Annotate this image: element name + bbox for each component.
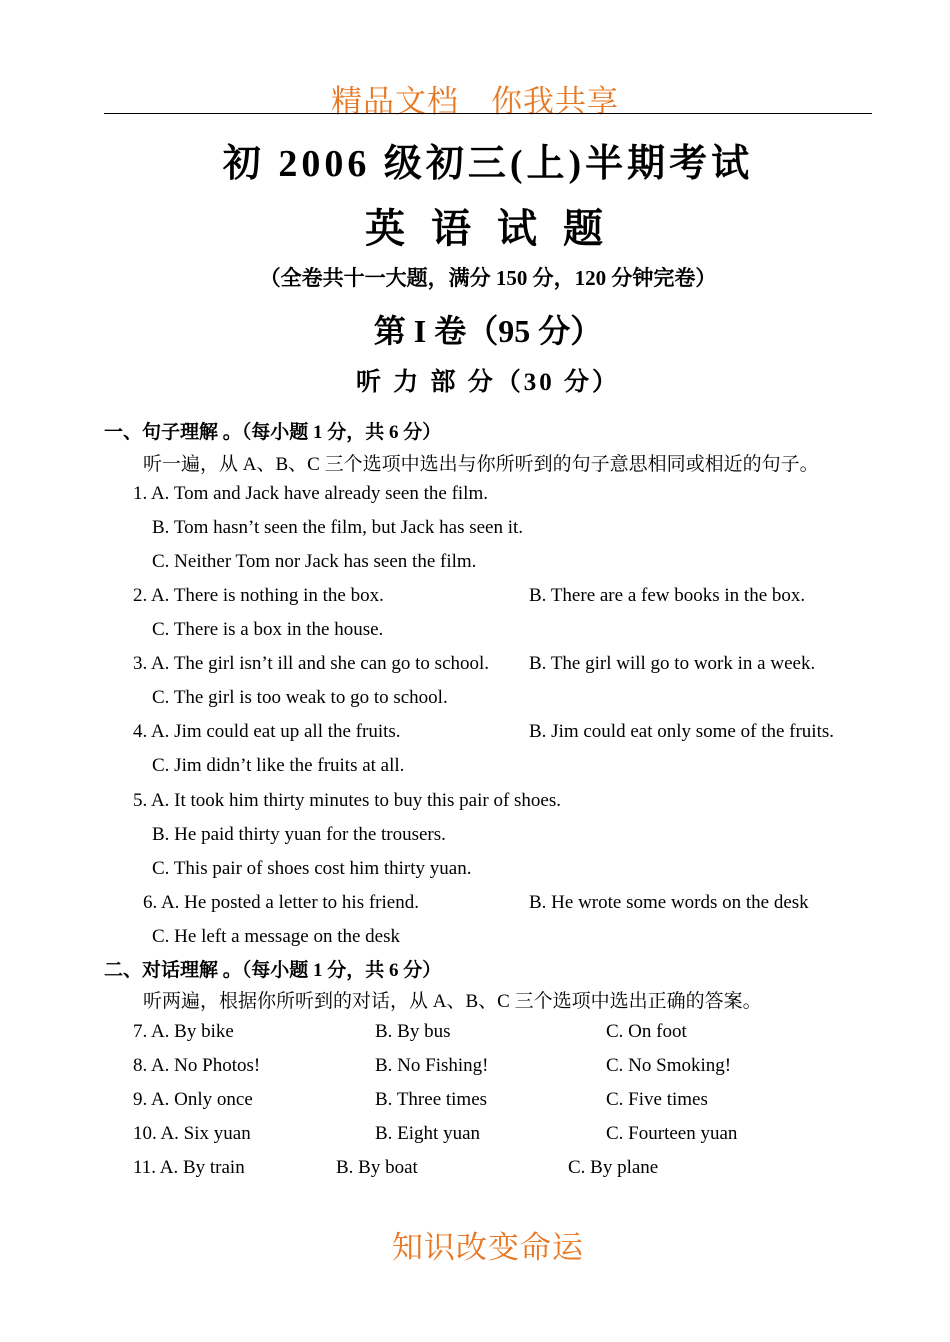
- question-option: 4. A. Jim could eat up all the fruits.: [133, 721, 401, 742]
- question-option: 2. A. There is nothing in the box.: [133, 585, 384, 606]
- question-option: B. Three times: [375, 1089, 488, 1110]
- question-option: 5. A. It took him thirty minutes to buy this pair of shoes.: [133, 790, 562, 811]
- question-option: C. This pair of shoes cost him thirty yuan.: [152, 858, 472, 879]
- question-option: B. Jim could eat only some of the fruits.: [529, 721, 835, 742]
- question-option: C. By plane: [568, 1157, 659, 1178]
- section2-instruction: 听两遍，根据你所听到的对话，从 A、B、C 三个选项中选出正确的答案。: [143, 991, 762, 1012]
- question-option: 8. A. No Photos!: [133, 1055, 261, 1076]
- section1-instruction: 听一遍，从 A、B、C 三个选项中选出与你所听到的句子意思相同或相近的句子。: [143, 454, 819, 475]
- footer-motto: 知识改变命运: [392, 1230, 584, 1266]
- question-option: 9. A. Only once: [133, 1089, 253, 1110]
- question-option: B. He paid thirty yuan for the trousers.: [152, 824, 446, 845]
- section1-heading: 一、句子理解 。（每小题 1 分，共 6 分）: [104, 422, 442, 443]
- exam-note: （全卷共十一大题，满分 150 分，120 分钟完卷）: [259, 266, 717, 290]
- section2-heading: 二、对话理解 。（每小题 1 分，共 6 分）: [104, 960, 442, 981]
- question-option: B. Tom hasn’t seen the film, but Jack has seen it.: [152, 517, 524, 538]
- question-option: B. Eight yuan: [375, 1123, 481, 1144]
- question-option: C. No Smoking!: [606, 1055, 732, 1076]
- question-option: B. By boat: [336, 1157, 418, 1178]
- question-option: 11. A. By train: [133, 1157, 245, 1178]
- question-option: B. By bus: [375, 1021, 451, 1042]
- question-option: 1. A. Tom and Jack have already seen the film.: [133, 483, 488, 504]
- question-option: 6. A. He posted a letter to his friend.: [143, 892, 419, 913]
- question-option: B. No Fishing!: [375, 1055, 489, 1076]
- question-option: C. Fourteen yuan: [606, 1123, 738, 1144]
- exam-title: 初 2006 级初三(上)半期考试: [222, 143, 754, 185]
- header-divider: [104, 113, 872, 114]
- header-banner: 精品文档 你我共享: [331, 84, 619, 120]
- question-option: C. Jim didn’t like the fruits at all.: [152, 755, 405, 776]
- question-option: B. The girl will go to work in a week.: [529, 653, 816, 674]
- part-title: 听 力 部 分（30 分）: [355, 369, 620, 396]
- question-option: 7. A. By bike: [133, 1021, 234, 1042]
- question-option: C. He left a message on the desk: [152, 926, 400, 947]
- question-option: 3. A. The girl isn’t ill and she can go to school.: [133, 653, 490, 674]
- question-option: C. The girl is too weak to go to school.: [152, 687, 448, 708]
- question-option: B. He wrote some words on the desk: [529, 892, 809, 913]
- question-option: C. There is a box in the house.: [152, 619, 384, 640]
- question-option: 10. A. Six yuan: [133, 1123, 251, 1144]
- question-option: C. Neither Tom nor Jack has seen the film.: [152, 551, 477, 572]
- question-option: C. On foot: [606, 1021, 687, 1042]
- question-option: B. There are a few books in the box.: [529, 585, 806, 606]
- question-option: C. Five times: [606, 1089, 708, 1110]
- subject-title: 英 语 试 题: [365, 206, 611, 251]
- volume-title: 第 I 卷（95 分）: [373, 313, 603, 349]
